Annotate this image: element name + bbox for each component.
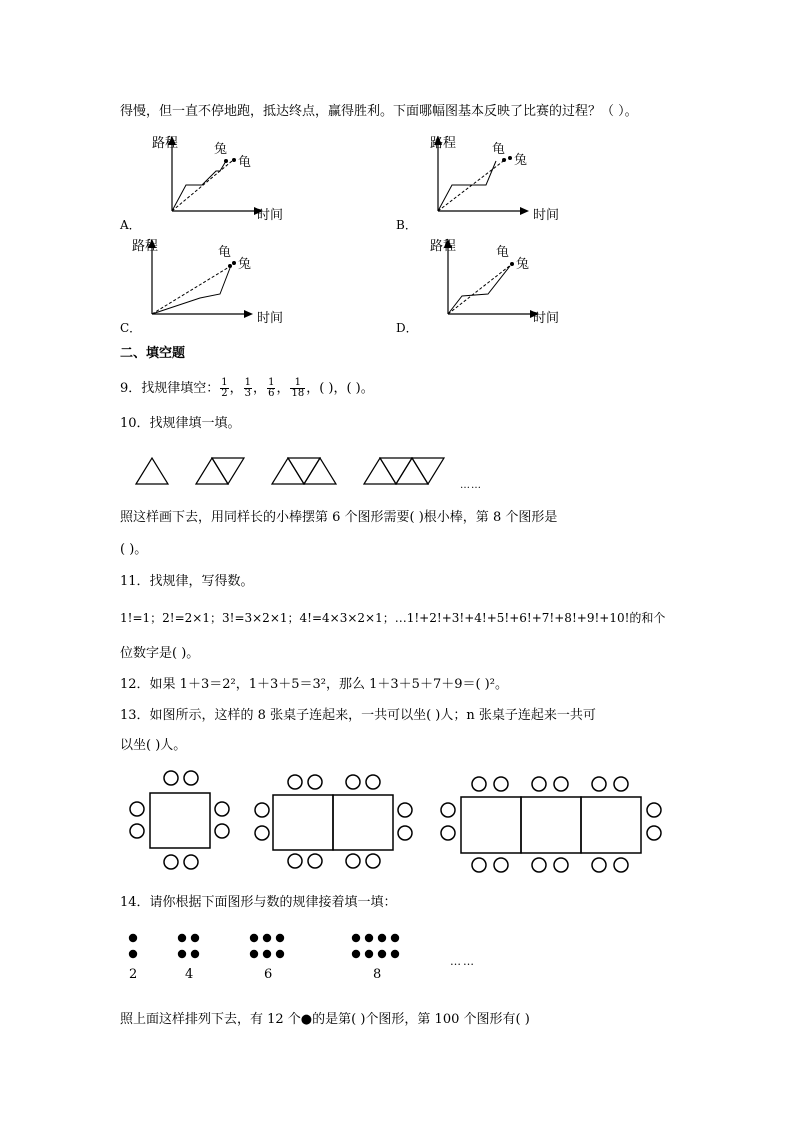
dot-count: 4: [185, 967, 194, 982]
svg-text:兔: 兔: [238, 257, 252, 272]
x-axis-label: 时间: [257, 208, 284, 223]
question-13-line1: 13．如图所示，这样的 8 张桌子连起来，一共可以坐( )人；n 张桌子连起来一共可: [120, 708, 596, 723]
question-10-line1: 照这样画下去，用同样长的小棒摆第 6 个图形需要( )根小棒，第 8 个图形是: [120, 510, 558, 525]
tables-figure: [125, 765, 670, 880]
fraction: $\frac{1}{18}$: [291, 377, 305, 399]
question-13-line2: 以坐( )人。: [120, 738, 187, 753]
svg-text:兔: 兔: [514, 153, 528, 168]
fraction: $\frac{1}{3}$: [244, 377, 252, 399]
question-9: 9．找规律填空： $\frac{1}{2}$ ， $\frac{1}{3}$ ， $\frac{1}{6}$ ， $\frac{1}{18}$ ，( )，( )。: [120, 377, 374, 399]
question-10-line2: ( )。: [120, 542, 148, 557]
question-12: 12．如果 1＋3＝2²，1＋3＋5＝3²，那么 1＋3＋5＋7＋9＝( )²。: [120, 677, 508, 692]
svg-text:路程: 路程: [430, 136, 457, 151]
svg-text:龟: 龟: [238, 155, 252, 170]
svg-text:路程: 路程: [430, 239, 457, 254]
y-axis-label: 路程: [152, 136, 179, 151]
section-title: 二、填空题: [120, 346, 186, 361]
graph-a: [150, 135, 270, 225]
svg-text:龟: 龟: [496, 245, 510, 260]
fraction: $\frac{1}{2}$: [221, 377, 228, 399]
svg-text:龟: 龟: [492, 142, 506, 157]
question-8-text: 得慢，但一直不停地跑，抵达终点，赢得胜利。下面哪幅图基本反映了比赛的过程？（ ）。: [120, 104, 638, 119]
triangle-pattern: [130, 452, 460, 492]
svg-text:兔: 兔: [214, 142, 228, 157]
question-14-line1: 照上面这样排列下去，有 12 个●的是第( )个图形，第 100 个图形有( ): [120, 1012, 530, 1027]
dot-count: 6: [264, 967, 273, 982]
ellipsis: ……: [460, 480, 482, 491]
option-b-label: B．: [396, 218, 417, 232]
option-c-label: C．: [120, 321, 142, 335]
option-d-label: D．: [396, 321, 418, 335]
graph-d: [426, 238, 546, 328]
question-10-title: 10．找规律填一填。: [120, 416, 241, 431]
question-11-line2: 位数字是( )。: [120, 646, 200, 661]
svg-text:龟: 龟: [218, 245, 232, 260]
dot-count: 2: [129, 967, 138, 982]
dot-count: 8: [373, 967, 382, 982]
fraction: $\frac{1}{6}$: [268, 377, 275, 399]
question-11-line1: 1!=1；2!=2×1；3!=3×2×1；4!=4×3×2×1；…1!+2!+3!+4!+5!+6!+7!+8!+9!+10!的和个: [120, 611, 666, 625]
option-a-label: A．: [120, 218, 141, 232]
graph-c: [130, 238, 270, 328]
graph-b: [416, 135, 536, 225]
question-11-title: 11．找规律，写得数。: [120, 574, 254, 589]
dots-figure: [120, 930, 420, 965]
svg-text:路程: 路程: [132, 239, 159, 254]
ellipsis: ……: [450, 955, 476, 968]
svg-text:兔: 兔: [516, 257, 530, 272]
question-14-title: 14．请你根据下面图形与数的规律接着填一填：: [120, 895, 397, 910]
